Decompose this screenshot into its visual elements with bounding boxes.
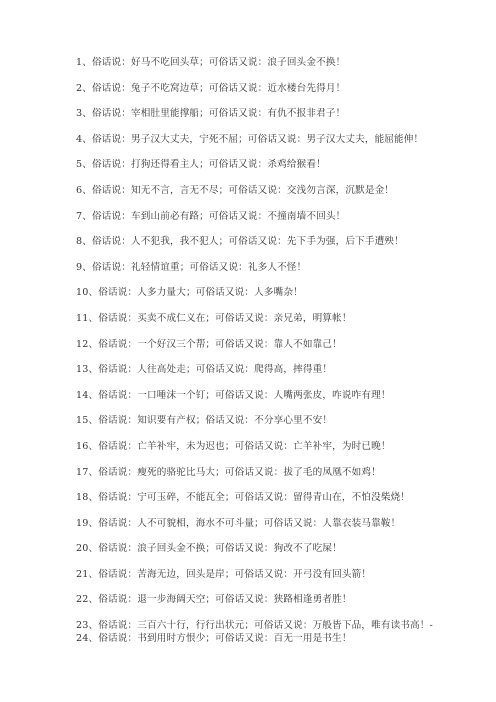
- proverb-list: [76, 56, 481, 658]
- proverb-line-17: 17、俗话说：瘦死的骆驼比马大；可俗话又说：拔了毛的凤凰不如鸡！: [76, 466, 381, 478]
- proverb-line-9: 9、俗话说：礼轻情谊重；可俗话又说：礼多人不怪！: [76, 261, 307, 273]
- proverb-line-16: 16、俗话说：亡羊补牢，未为迟也；可俗话又说：亡羊补牢，为时已晚！: [76, 440, 391, 452]
- proverb-line-21: 21、俗话说：苦海无边，回头是岸；可俗话又说：开弓没有回头箭！: [76, 568, 372, 580]
- proverb-line-3: 3、俗话说：宰相肚里能撑船；可俗话又说：有仇不报非君子！: [76, 108, 346, 120]
- proverb-line-8: 8、俗话说：人不犯我，我不犯人；可俗话又说：先下手为强，后下手遭殃！: [76, 236, 404, 248]
- proverb-line-12: 12、俗话说：一个好汉三个帮；可俗话又说：靠人不如靠己！: [76, 338, 342, 350]
- proverb-line-6: 6、俗话说：知无不言，言无不尽；可俗话又说：交浅勿言深，沉默是金！: [76, 184, 395, 196]
- proverb-line-11: 11、俗话说：买卖不成仁义在；可俗话又说：亲兄弟，明算帐！: [76, 312, 352, 324]
- proverb-line-7: 7、俗话说：车到山前必有路；可俗话又说：不撞南墙不回头！: [76, 210, 346, 222]
- proverb-line-20: 20、俗话说：浪子回头金不换；可俗话又说：狗改不了吃屎！: [76, 543, 342, 555]
- proverb-line-13: 13、俗话说：人往高处走；可俗话又说：爬得高，摔得重！: [76, 364, 333, 376]
- proverb-line-19: 19、俗话说：人不可貌相，海水不可斗量；可俗话又说：人靠衣装马靠鞍！: [76, 517, 401, 529]
- proverb-line-22: 22、俗话说：退一步海阔天空；可俗话又说：狭路相逢勇者胜！: [76, 594, 352, 606]
- proverb-line-2: 2、俗话说：兔子不吃窝边草；可俗话又说：近水楼台先得月！: [76, 82, 346, 94]
- proverb-line-1: 1、俗话说：好马不吃回头草；可俗话又说：浪子回头金不换！: [76, 57, 346, 68]
- proverb-line-14: 14、俗话说：一口唾沫一个钉；可俗话又说：人嘴两张皮，咋说咋有理！: [76, 389, 391, 401]
- proverb-line-15: 15、俗话说：知识要有产权；俗话又说：不分享心里不安！: [76, 415, 333, 427]
- proverb-line-18: 18、俗话说：宁可玉碎，不能瓦全；可俗话又说：留得青山在，不怕没柴烧！: [76, 492, 411, 504]
- proverb-line-24: 24、俗话说：书到用时方恨少；可俗话又说：百无一用是书生！: [76, 633, 352, 645]
- proverb-line-4: 4、俗话说：男子汉大丈夫，宁死不屈；可俗话又说：男子汉大丈夫，能屈能伸！: [76, 133, 424, 145]
- proverb-line-23: 23、俗话说：三百六十行，行行出状元；可俗话又说：万般皆下品，唯有读书高！-: [76, 620, 433, 632]
- proverb-line-5: 5、俗话说：打狗还得看主人；可俗话又说：杀鸡给猴看！: [76, 159, 326, 171]
- proverb-line-10: 10、俗话说：人多力量大；可俗话又说：人多嘴杂！: [76, 287, 303, 299]
